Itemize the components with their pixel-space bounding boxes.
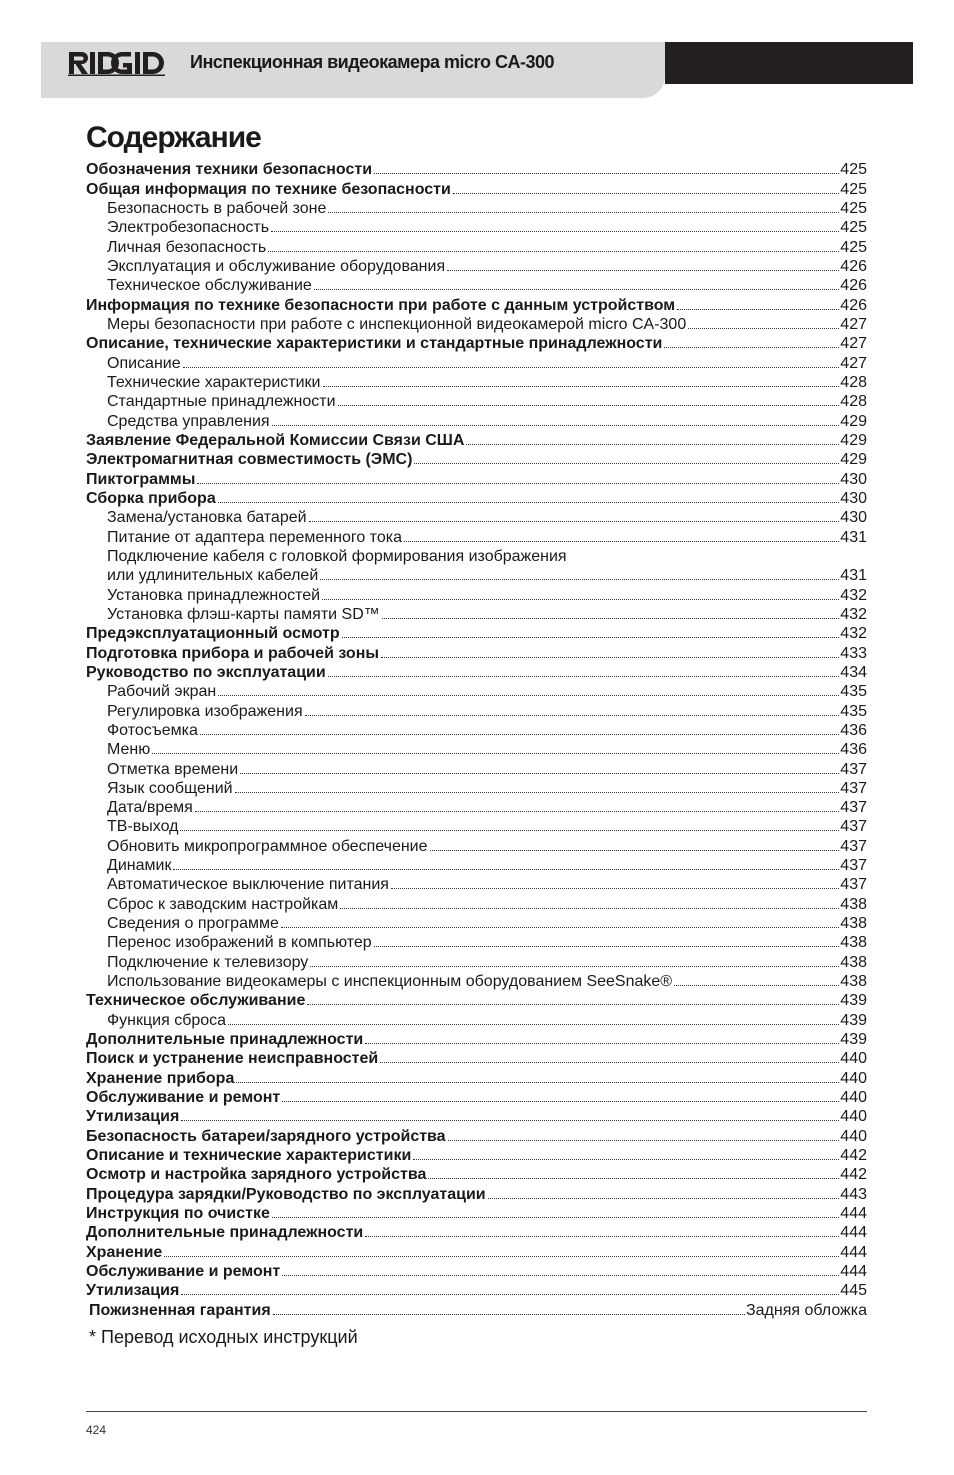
toc-entry[interactable]: [86, 1126, 867, 1145]
toc-entry-title: Пиктограммы: [86, 470, 196, 488]
toc-entry-page: 440: [840, 1069, 867, 1087]
toc-entry-title: Осмотр и настройка зарядного устройства: [86, 1166, 427, 1184]
toc-dot-leader: [272, 1217, 839, 1218]
toc-entry-page: 445: [840, 1282, 867, 1300]
toc-entry[interactable]: [86, 566, 867, 585]
toc-entry-page: 427: [840, 335, 867, 353]
toc-entry[interactable]: [86, 450, 867, 469]
toc-entry-page: 440: [840, 1108, 867, 1126]
toc-entry-title: Эксплуатация и обслуживание оборудования: [107, 257, 446, 275]
toc-dot-leader: [340, 908, 839, 909]
toc-entry-page: 439: [840, 1011, 867, 1029]
toc-entry[interactable]: [86, 721, 867, 740]
toc-entry-page: 427: [840, 315, 867, 333]
footer-divider: [86, 1411, 867, 1412]
toc-entry-page: 435: [840, 702, 867, 720]
toc-entry-title: Питание от адаптера переменного тока: [107, 528, 402, 546]
toc-entry-title: Безопасность в рабочей зоне: [107, 199, 327, 217]
toc-dot-leader: [430, 850, 840, 851]
toc-entry-page: 438: [840, 973, 867, 991]
toc-entry[interactable]: [86, 295, 867, 314]
toc-dot-leader: [272, 425, 840, 426]
toc-dot-leader: [195, 811, 839, 812]
toc-dot-leader: [235, 792, 840, 793]
toc-entry-title: Описание: [107, 354, 181, 372]
toc-entry-title: Техническое обслуживание: [107, 277, 312, 295]
toc-entry-page: 430: [840, 470, 867, 488]
toc-entry-page: 437: [840, 818, 867, 836]
toc-dot-leader: [328, 212, 839, 213]
toc-entry[interactable]: [86, 972, 867, 991]
toc-entry[interactable]: [86, 1281, 867, 1300]
toc-entry[interactable]: [86, 663, 867, 682]
toc-entry-page: 432: [840, 605, 867, 623]
toc-dot-leader: [688, 328, 839, 329]
toc-entry-page: 431: [840, 528, 867, 546]
toc-dot-leader: [164, 1256, 839, 1257]
toc-entry[interactable]: [86, 199, 867, 218]
toc-dot-leader: [365, 1043, 839, 1044]
toc-entry-title: Перенос изображений в компьютер: [107, 934, 372, 952]
toc-entry-title: Меры безопасности при работе с инспекционной видеокамерой micro CA-300: [107, 315, 687, 333]
toc-entry-page: 438: [840, 953, 867, 971]
toc-dot-leader: [236, 1082, 839, 1083]
toc-entry[interactable]: [86, 836, 867, 855]
toc-entry[interactable]: [86, 991, 867, 1010]
toc-entry[interactable]: [86, 1107, 867, 1126]
toc-entry-page: 435: [840, 683, 867, 701]
toc-entry-title: Личная безопасность: [107, 238, 267, 256]
toc-entry-title: Описание и технические характеристики: [86, 1147, 412, 1165]
toc-entry-title: Обслуживание и ремонт: [86, 1263, 281, 1281]
toc-entry-page: 444: [840, 1263, 867, 1281]
toc-entry-page: 440: [840, 1127, 867, 1145]
toc-entry-title: Автоматическое выключение питания: [107, 876, 389, 894]
toc-entry-page: 438: [840, 915, 867, 933]
toc-entry-page: 430: [840, 509, 867, 527]
toc-entry[interactable]: [86, 759, 867, 778]
toc-dot-leader: [282, 1275, 839, 1276]
toc-entry-page: 433: [840, 644, 867, 662]
toc-entry[interactable]: [86, 237, 867, 256]
toc-entry-title: Информация по технике безопасности при работе с данным устройством: [86, 296, 676, 314]
toc-entry[interactable]: [86, 952, 867, 971]
toc-entry-title: Техническое обслуживание: [86, 992, 306, 1010]
toc-entry-title: Обозначения техники безопасности: [86, 161, 373, 179]
toc-entry-page: 437: [840, 799, 867, 817]
toc-entry[interactable]: [86, 508, 867, 527]
toc-dot-leader: [466, 444, 839, 445]
toc-entry[interactable]: [86, 701, 867, 720]
toc-entry-page: 432: [840, 625, 867, 643]
toc-entry-page: 425: [840, 161, 867, 179]
toc-dot-leader: [281, 927, 839, 928]
toc-entry-title: Средства управления: [107, 412, 270, 430]
toc-entry[interactable]: [86, 1088, 867, 1107]
toc-dot-leader: [197, 483, 839, 484]
toc-entry-page: 440: [840, 1050, 867, 1068]
ridgid-logo: [68, 50, 172, 76]
toc-entry-title: Стандартные принадлежности: [107, 393, 336, 411]
toc-dot-leader: [374, 173, 839, 174]
footnote: * Перевод исходных инструкций: [89, 1327, 358, 1347]
toc-entry[interactable]: [86, 431, 867, 450]
toc-entry[interactable]: [86, 469, 867, 488]
toc-entry-title: Технические характеристики: [107, 373, 321, 391]
toc-entry-title: Утилизация: [86, 1108, 180, 1126]
toc-entry[interactable]: [86, 353, 867, 372]
toc-entry-title: Отметка времени: [107, 760, 239, 778]
toc-entry-title: Руководство по эксплуатации: [86, 663, 326, 681]
toc-entry-title: Утилизация: [86, 1282, 180, 1300]
toc-dot-leader: [181, 1120, 839, 1121]
toc-entry[interactable]: [86, 605, 867, 624]
toc-entry-title: Поиск и устранение неисправностей: [86, 1050, 379, 1068]
toc-dot-leader: [309, 521, 840, 522]
toc-entry[interactable]: [86, 1049, 867, 1068]
toc-entry-title: Функция сброса: [107, 1011, 227, 1029]
toc-entry[interactable]: [86, 1146, 867, 1165]
toc-dot-leader: [447, 270, 839, 271]
toc-entry-page: 434: [840, 663, 867, 681]
toc-dot-leader: [228, 1024, 839, 1025]
toc-entry-title: Установка флэш-карты памяти SD™: [107, 605, 380, 623]
toc-dot-leader: [453, 193, 839, 194]
toc-entry-page: 436: [840, 721, 867, 739]
toc-entry-page: 428: [840, 373, 867, 391]
toc-entry-title: Процедура зарядки/Руководство по эксплуатации: [86, 1185, 486, 1203]
toc-dot-leader: [180, 830, 839, 831]
toc-entry-title: Сборка прибора: [86, 489, 216, 507]
toc-entry[interactable]: [86, 817, 867, 836]
toc-dot-leader: [674, 985, 839, 986]
toc-dot-leader: [314, 289, 840, 290]
header-dark-block: [665, 42, 913, 84]
toc-dot-leader: [328, 676, 840, 677]
toc-entry-page: 439: [840, 992, 867, 1010]
toc-entry-page: 437: [840, 876, 867, 894]
toc-entry-page: 425: [840, 219, 867, 237]
toc-entry[interactable]: [86, 798, 867, 817]
toc-dot-leader: [448, 1140, 840, 1141]
toc-entry-title: Предэксплуатационный осмотр: [86, 625, 340, 643]
toc-entry[interactable]: [86, 257, 867, 276]
toc-dot-leader: [664, 347, 839, 348]
toc-entry[interactable]: [86, 392, 867, 411]
toc-entry[interactable]: [86, 914, 867, 933]
toc-entry-page: 436: [840, 741, 867, 759]
toc-entry-title: Подключение кабеля с головкой формирования изображения: [107, 547, 567, 565]
toc-entry-page: 438: [840, 934, 867, 952]
toc-entry[interactable]: [86, 1204, 867, 1223]
toc-entry-page: 429: [840, 451, 867, 469]
toc-entry[interactable]: [86, 315, 867, 334]
toc-entry-title: Хранение: [86, 1243, 163, 1261]
toc-dot-leader: [380, 1062, 839, 1063]
header-title: Инспекционная видеокамера micro CA-300: [190, 52, 555, 72]
toc-entry-page: 442: [840, 1147, 867, 1165]
toc-entry-title: Подключение к телевизору: [107, 953, 309, 971]
toc-entry[interactable]: [86, 1010, 867, 1029]
toc-entry-page: 430: [840, 489, 867, 507]
toc-entry[interactable]: [86, 489, 867, 508]
toc-entry-page: 425: [840, 199, 867, 217]
toc-entry-title: Язык сообщений: [107, 779, 233, 797]
toc-entry[interactable]: [86, 373, 867, 392]
toc-entry-title: Заявление Федеральной Комиссии Связи США: [86, 431, 465, 449]
toc-entry[interactable]: [86, 894, 867, 913]
toc-entry-title: Фотосъемка: [107, 721, 198, 739]
toc-entry[interactable]: [86, 1300, 867, 1319]
toc-entry-page: 428: [840, 393, 867, 411]
toc-entry-page: 442: [840, 1166, 867, 1184]
toc-entry-page: 425: [840, 180, 867, 198]
toc-entry[interactable]: [86, 411, 867, 430]
toc-entry-page: 439: [840, 1031, 867, 1049]
toc-entry-title: Динамик: [107, 857, 172, 875]
toc-entry[interactable]: [86, 779, 867, 798]
toc-entry-title: Регулировка изображения: [107, 702, 303, 720]
toc-dot-leader: [323, 386, 840, 387]
toc-entry-page: 444: [840, 1224, 867, 1242]
toc-entry[interactable]: [86, 933, 867, 952]
toc-dot-leader: [305, 715, 840, 716]
toc-entry-title: Дополнительные принадлежности: [86, 1031, 364, 1049]
toc-entry-title: Дополнительные принадлежности: [86, 1224, 364, 1242]
toc-dot-leader: [271, 231, 839, 232]
toc-dot-leader: [282, 1101, 839, 1102]
toc-entry[interactable]: [86, 1030, 867, 1049]
toc-entry-page: 437: [840, 779, 867, 797]
toc-dot-leader: [152, 753, 839, 754]
toc-entry[interactable]: [86, 218, 867, 237]
toc-dot-leader: [428, 1178, 839, 1179]
toc-entry-title: Замена/установка батарей: [107, 509, 307, 527]
toc-dot-leader: [320, 579, 839, 580]
toc-dot-leader: [414, 463, 839, 464]
toc-dot-leader: [342, 637, 840, 638]
toc-dot-leader: [310, 966, 839, 967]
toc-entry-page: 426: [840, 277, 867, 295]
toc-dot-leader: [404, 541, 839, 542]
toc-entry[interactable]: [86, 875, 867, 894]
toc-dot-leader: [307, 1004, 839, 1005]
toc-entry-title: Использование видеокамеры с инспекционным оборудованием SeeSnake®: [107, 973, 673, 991]
toc-entry[interactable]: [86, 585, 867, 604]
toc-entry-title: Хранение прибора: [86, 1069, 235, 1087]
toc-entry[interactable]: [86, 1184, 867, 1203]
toc-entry-page: 426: [840, 296, 867, 314]
toc-entry[interactable]: [86, 682, 867, 701]
toc-entry[interactable]: [86, 1223, 867, 1242]
toc-entry[interactable]: [86, 179, 867, 198]
toc-entry[interactable]: [86, 276, 867, 295]
toc-entry-title: Инструкция по очистке: [86, 1205, 270, 1223]
toc-entry-title: Сведения о программе: [107, 915, 279, 933]
toc-entry-page: 427: [840, 354, 867, 372]
toc-entry[interactable]: [86, 1068, 867, 1087]
page-number: 424: [86, 1423, 107, 1437]
toc-dot-leader: [183, 367, 840, 368]
toc-dot-leader: [273, 1314, 745, 1315]
toc-entry-title: Описание, технические характеристики и стандартные принадлежности: [86, 335, 663, 353]
page-title: Содержание: [86, 121, 261, 154]
toc-entry-title: Электробезопасность: [107, 219, 270, 237]
toc-entry-title: Безопасность батареи/зарядного устройства: [86, 1127, 446, 1145]
toc-entry[interactable]: [86, 1262, 867, 1281]
toc-entry-page: 437: [840, 837, 867, 855]
toc-entry-page: 429: [840, 412, 867, 430]
toc-dot-leader: [322, 599, 839, 600]
toc-entry-page: 444: [840, 1205, 867, 1223]
toc-dot-leader: [338, 405, 840, 406]
toc-entry-title: Рабочий экран: [107, 683, 217, 701]
toc-dot-leader: [391, 888, 839, 889]
toc-entry-page: 425: [840, 238, 867, 256]
toc-entry[interactable]: [86, 527, 867, 546]
toc-dot-leader: [413, 1159, 839, 1160]
toc-dot-leader: [381, 657, 839, 658]
toc-dot-leader: [240, 773, 839, 774]
toc-dot-leader: [382, 618, 840, 619]
toc-entry[interactable]: [86, 160, 867, 179]
toc-dot-leader: [173, 869, 839, 870]
toc-entry-title: Дата/время: [107, 799, 193, 817]
toc-entry-title: Обновить микропрограммное обеспечение: [107, 837, 428, 855]
toc-entry-title: Электромагнитная совместимость (ЭМС): [86, 451, 413, 469]
toc-dot-leader: [268, 251, 839, 252]
toc-entry-title: Пожизненная гарантия: [89, 1301, 271, 1319]
toc-entry-title: или удлинительных кабелей: [107, 567, 319, 585]
toc-entry-title: Меню: [107, 741, 151, 759]
toc-dot-leader: [365, 1236, 839, 1237]
toc-entry[interactable]: [86, 643, 867, 662]
toc-entry-title: Обслуживание и ремонт: [86, 1089, 281, 1107]
toc-dot-leader: [200, 734, 839, 735]
toc-entry-page: 440: [840, 1089, 867, 1107]
toc-entry-page: 444: [840, 1243, 867, 1261]
table-of-contents: [86, 160, 867, 1320]
toc-entry[interactable]: [86, 547, 867, 566]
toc-entry[interactable]: [86, 740, 867, 759]
toc-entry-page: Задняя обложка: [745, 1301, 867, 1319]
toc-entry[interactable]: [86, 1242, 867, 1261]
toc-dot-leader: [374, 946, 840, 947]
toc-entry-page: 437: [840, 857, 867, 875]
toc-entry-page: 437: [840, 760, 867, 778]
toc-dot-leader: [218, 502, 840, 503]
toc-entry[interactable]: [86, 334, 867, 353]
toc-entry-page: 432: [840, 586, 867, 604]
toc-entry[interactable]: [86, 1165, 867, 1184]
toc-dot-leader: [677, 309, 839, 310]
toc-entry-page: 426: [840, 257, 867, 275]
toc-entry-page: 431: [840, 567, 867, 585]
toc-entry-page: 438: [840, 895, 867, 913]
toc-entry[interactable]: [86, 624, 867, 643]
toc-dot-leader: [488, 1198, 840, 1199]
toc-entry-page: 429: [840, 431, 867, 449]
toc-entry-title: Установка принадлежностей: [107, 586, 321, 604]
toc-entry-title: ТВ-выход: [107, 818, 179, 836]
toc-entry[interactable]: [86, 856, 867, 875]
toc-entry-title: Подготовка прибора и рабочей зоны: [86, 644, 380, 662]
toc-entry-title: Общая информация по технике безопасности: [86, 180, 451, 198]
toc-dot-leader: [218, 695, 839, 696]
toc-entry-page: 443: [840, 1185, 867, 1203]
toc-entry-title: Сброс к заводским настройкам: [107, 895, 339, 913]
toc-dot-leader: [181, 1294, 839, 1295]
